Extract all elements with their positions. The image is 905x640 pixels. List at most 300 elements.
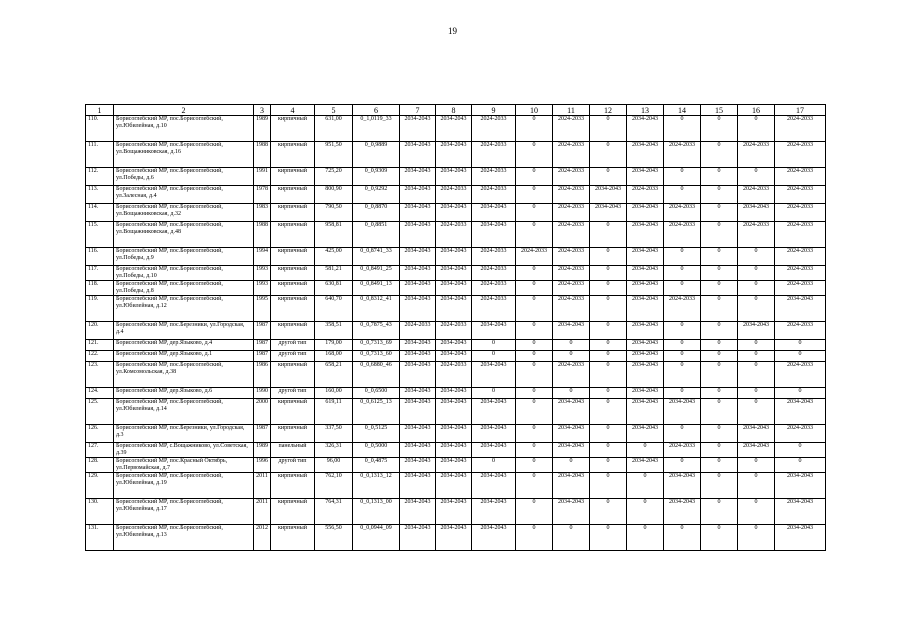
column-header: 1 bbox=[86, 105, 114, 116]
table-cell: 2034-2043 bbox=[436, 425, 472, 443]
table-cell: 0_0,4875 bbox=[353, 458, 400, 473]
table-cell: кирпичный bbox=[271, 186, 315, 204]
table-cell: 2024-2033 bbox=[775, 142, 826, 168]
table-cell: 1978 bbox=[254, 186, 271, 204]
table-cell: 0 bbox=[701, 116, 738, 142]
table-cell: 2034-2043 bbox=[627, 204, 664, 222]
table-cell: 0 bbox=[516, 322, 553, 340]
table-cell: 0 bbox=[738, 458, 775, 473]
table-cell: 0 bbox=[738, 116, 775, 142]
table-row bbox=[86, 322, 826, 340]
table-cell: 2024-2033 bbox=[627, 186, 664, 204]
address-cell: Борисоглебский МР, пос.Борисоглебский, ул.Победы, д.8 bbox=[114, 281, 254, 296]
address-cell: Борисоглебский МР, пос.Борисоглебский, ул.Юбилейная, д.17 bbox=[114, 499, 254, 525]
table-cell: 2024-2033 bbox=[738, 142, 775, 168]
table-cell: 0 bbox=[738, 296, 775, 322]
address-cell: Борисоглебский МР, пос.Борисоглебский, ул.Комсомольская, д.38 bbox=[114, 362, 254, 388]
column-header: 13 bbox=[627, 105, 664, 116]
address-cell: Борисоглебский МР, пос.Борисоглебский, ул.Юбилейная, д.12 bbox=[114, 296, 254, 322]
table-cell: 0 bbox=[516, 168, 553, 186]
column-header: 6 bbox=[353, 105, 400, 116]
table-cell: другой тип bbox=[271, 458, 315, 473]
row-number-cell: 124. bbox=[86, 388, 114, 399]
table-cell: 0_0,8491_13 bbox=[353, 281, 400, 296]
row-number-cell: 125. bbox=[86, 399, 114, 425]
table-cell: 2034-2043 bbox=[436, 266, 472, 281]
table-cell: 556,50 bbox=[315, 525, 353, 551]
table-cell: 0 bbox=[516, 186, 553, 204]
table-cell: 0 bbox=[701, 473, 738, 499]
table-cell: 0_0,0944_09 bbox=[353, 525, 400, 551]
table-cell: другой тип bbox=[271, 351, 315, 362]
table-cell: 0_0,1313_00 bbox=[353, 499, 400, 525]
table-cell: 0 bbox=[664, 425, 701, 443]
table-cell: 0 bbox=[775, 388, 826, 399]
table-cell: 2034-2043 bbox=[627, 340, 664, 351]
table-cell: 2034-2043 bbox=[400, 362, 436, 388]
table-cell: 326,31 bbox=[315, 443, 353, 458]
table-cell: 0 bbox=[516, 296, 553, 322]
table-cell: 2024-2033 bbox=[553, 296, 590, 322]
table-cell: 2034-2043 bbox=[400, 388, 436, 399]
row-number-cell: 131. bbox=[86, 525, 114, 551]
table-cell: 0 bbox=[516, 499, 553, 525]
address-cell: Борисоглебский МР, дер.Языково, д.1 bbox=[114, 351, 254, 362]
address-cell: Борисоглебский МР, пос.Борисоглебский, ул.Победы, д.10 bbox=[114, 266, 254, 281]
table-cell: 0 bbox=[664, 362, 701, 388]
table-cell: 2024-2033 bbox=[664, 142, 701, 168]
table-cell: 2034-2043 bbox=[775, 399, 826, 425]
table-cell: 2034-2043 bbox=[553, 425, 590, 443]
address-cell: Борисоглебский МР, пос.Борисоглебский, ул.Вощажниковская, д.16 bbox=[114, 142, 254, 168]
table-cell: 0 bbox=[664, 248, 701, 266]
table-cell: 2034-2043 bbox=[553, 473, 590, 499]
table-cell: 0 bbox=[738, 388, 775, 399]
table-cell: 2034-2043 bbox=[775, 499, 826, 525]
column-header: 8 bbox=[436, 105, 472, 116]
table-cell: 0_0,8312_41 bbox=[353, 296, 400, 322]
table-cell: 0 bbox=[701, 425, 738, 443]
table-cell: 2034-2043 bbox=[436, 458, 472, 473]
table-cell: 0 bbox=[664, 116, 701, 142]
table-cell: 0 bbox=[590, 296, 627, 322]
table-cell: 0_0,5125 bbox=[353, 425, 400, 443]
table-cell: 0 bbox=[627, 499, 664, 525]
table-cell: 2034-2043 bbox=[436, 473, 472, 499]
table-cell: 958,81 bbox=[315, 222, 353, 248]
table-cell: 0 bbox=[472, 458, 516, 473]
table-cell: 0 bbox=[590, 351, 627, 362]
table-cell: 0 bbox=[590, 266, 627, 281]
table-row bbox=[86, 499, 826, 525]
table-cell: 2034-2043 bbox=[627, 168, 664, 186]
table-cell: кирпичный bbox=[271, 222, 315, 248]
table-cell: 2024-2033 bbox=[553, 362, 590, 388]
table-cell: 0 bbox=[516, 458, 553, 473]
address-cell: Борисоглебский МР, дер.Языково, д.6 bbox=[114, 388, 254, 399]
table-cell: 0_0,8870 bbox=[353, 204, 400, 222]
table-cell: 2024-2033 bbox=[775, 186, 826, 204]
table-cell: 0 bbox=[664, 322, 701, 340]
table-cell: 0 bbox=[590, 499, 627, 525]
table-cell: 2024-2033 bbox=[738, 222, 775, 248]
table-cell: 2024-2033 bbox=[553, 266, 590, 281]
table-cell: 0 bbox=[516, 116, 553, 142]
table-cell: 0 bbox=[738, 266, 775, 281]
table-row bbox=[86, 525, 826, 551]
row-number-cell: 127. bbox=[86, 443, 114, 458]
table-cell: 2012 bbox=[254, 525, 271, 551]
table-cell: 2034-2043 bbox=[436, 351, 472, 362]
table-cell: 1987 bbox=[254, 340, 271, 351]
table-cell: 2034-2043 bbox=[553, 499, 590, 525]
table-cell: 2034-2043 bbox=[472, 362, 516, 388]
address-cell: Борисоглебский МР, пос.Борисоглебский, ул.Вощажниковская, д.32 bbox=[114, 204, 254, 222]
table-cell: 1989 bbox=[254, 116, 271, 142]
table-cell: 2034-2043 bbox=[400, 222, 436, 248]
table-cell: 2034-2043 bbox=[400, 186, 436, 204]
row-number-cell: 128. bbox=[86, 458, 114, 473]
table-cell: кирпичный bbox=[271, 322, 315, 340]
table-cell: 2034-2043 bbox=[436, 248, 472, 266]
table-cell: 0 bbox=[590, 322, 627, 340]
table-row bbox=[86, 204, 826, 222]
table-cell: 2034-2043 bbox=[664, 473, 701, 499]
table-cell: 2034-2043 bbox=[472, 525, 516, 551]
column-header: 12 bbox=[590, 105, 627, 116]
table-cell: 1990 bbox=[254, 388, 271, 399]
table-cell: 0 bbox=[701, 458, 738, 473]
table-cell: 0 bbox=[664, 340, 701, 351]
table-cell: 0 bbox=[701, 351, 738, 362]
table-cell: 0 bbox=[590, 248, 627, 266]
address-cell: Борисоглебский МР, пос.Борисоглебский, ул.Вощажниковская, д.48 bbox=[114, 222, 254, 248]
table-cell: 0 bbox=[516, 425, 553, 443]
address-cell: Борисоглебский МР, пос.Борисоглебский, ул.Залесная, д.4 bbox=[114, 186, 254, 204]
table-cell: 2034-2043 bbox=[738, 443, 775, 458]
table-cell: 1994 bbox=[254, 248, 271, 266]
table-cell: 2034-2043 bbox=[738, 204, 775, 222]
table-cell: 96,00 bbox=[315, 458, 353, 473]
table-cell: 1995 bbox=[254, 296, 271, 322]
column-header: 17 bbox=[775, 105, 826, 116]
table-cell: 2034-2043 bbox=[436, 340, 472, 351]
table-cell: кирпичный bbox=[271, 525, 315, 551]
table-cell: 0 bbox=[701, 322, 738, 340]
table-cell: 2034-2043 bbox=[400, 443, 436, 458]
table-cell: 0 bbox=[701, 499, 738, 525]
column-header: 16 bbox=[738, 105, 775, 116]
table-cell: 2034-2043 bbox=[400, 458, 436, 473]
table-cell: 2000 bbox=[254, 399, 271, 425]
table-cell: 0_1,0119_33 bbox=[353, 116, 400, 142]
table-cell: 2034-2043 bbox=[472, 425, 516, 443]
table-cell: 0 bbox=[775, 458, 826, 473]
table-cell: 2034-2043 bbox=[775, 296, 826, 322]
table-row bbox=[86, 362, 826, 388]
column-header: 5 bbox=[315, 105, 353, 116]
table-cell: 2034-2043 bbox=[436, 525, 472, 551]
table-cell: 1996 bbox=[254, 458, 271, 473]
table-row bbox=[86, 116, 826, 142]
address-cell: Борисоглебский МР, пос.Борисоглебский, ул.Победы, д.9 bbox=[114, 248, 254, 266]
table-row bbox=[86, 458, 826, 473]
table-cell: 0_0,8491_25 bbox=[353, 266, 400, 281]
table-cell: 2024-2033 bbox=[553, 204, 590, 222]
table-cell: 800,90 bbox=[315, 186, 353, 204]
table-cell: 2024-2033 bbox=[553, 116, 590, 142]
address-cell: Борисоглебский МР, пос.Березники, ул.Городская, д.4 bbox=[114, 322, 254, 340]
table-cell: 631,00 bbox=[315, 116, 353, 142]
table-cell: 2024-2033 bbox=[553, 186, 590, 204]
table-cell: кирпичный bbox=[271, 266, 315, 281]
table-cell: 0 bbox=[516, 266, 553, 281]
table-cell: 0 bbox=[516, 399, 553, 425]
table-cell: 2034-2043 bbox=[472, 204, 516, 222]
table-cell: 0 bbox=[701, 204, 738, 222]
table-cell: 0 bbox=[516, 142, 553, 168]
table-cell: 0 bbox=[701, 525, 738, 551]
row-number-cell: 113. bbox=[86, 186, 114, 204]
table-cell: 0 bbox=[590, 388, 627, 399]
table-cell: 2034-2043 bbox=[738, 322, 775, 340]
table-cell: 2034-2043 bbox=[400, 351, 436, 362]
address-cell: Борисоглебский МР, пос.Борисоглебский, ул.Юбилейная, д.19 bbox=[114, 473, 254, 499]
table-cell: 0 bbox=[472, 388, 516, 399]
column-header: 7 bbox=[400, 105, 436, 116]
column-header: 11 bbox=[553, 105, 590, 116]
table-cell: 0 bbox=[553, 458, 590, 473]
table-cell: 2024-2033 bbox=[553, 142, 590, 168]
table-cell: 2034-2043 bbox=[472, 222, 516, 248]
table-cell: 2024-2033 bbox=[472, 248, 516, 266]
table-cell: 2034-2043 bbox=[436, 116, 472, 142]
table-row bbox=[86, 248, 826, 266]
table-cell: 640,70 bbox=[315, 296, 353, 322]
row-number-cell: 112. bbox=[86, 168, 114, 186]
table-cell: 2034-2043 bbox=[627, 399, 664, 425]
table-cell: 179,00 bbox=[315, 340, 353, 351]
table-cell: 2024-2033 bbox=[664, 296, 701, 322]
table-cell: 0_0,8851 bbox=[353, 222, 400, 248]
table-cell: 2034-2043 bbox=[627, 116, 664, 142]
table-cell: 0 bbox=[775, 443, 826, 458]
table-cell: 0_0,7313_69 bbox=[353, 340, 400, 351]
table-cell: 358,51 bbox=[315, 322, 353, 340]
table-cell: 2024-2033 bbox=[472, 296, 516, 322]
table-cell: 2034-2043 bbox=[627, 425, 664, 443]
row-number-cell: 120. bbox=[86, 322, 114, 340]
table-cell: 0 bbox=[775, 351, 826, 362]
table-cell: 0 bbox=[516, 340, 553, 351]
table-cell: 0 bbox=[664, 281, 701, 296]
table-cell: 619,11 bbox=[315, 399, 353, 425]
table-cell: кирпичный bbox=[271, 473, 315, 499]
table-cell: 2034-2043 bbox=[627, 248, 664, 266]
table-cell: кирпичный bbox=[271, 142, 315, 168]
table-cell: 0 bbox=[664, 458, 701, 473]
table-cell: 2034-2043 bbox=[400, 281, 436, 296]
table-cell: другой тип bbox=[271, 340, 315, 351]
address-cell: Борисоглебский МР, пос.Борисоглебский, ул.Юбилейная, д.13 bbox=[114, 525, 254, 551]
table-cell: 1989 bbox=[254, 443, 271, 458]
table-cell: 2024-2033 bbox=[553, 281, 590, 296]
table-cell: 2034-2043 bbox=[436, 168, 472, 186]
column-header: 15 bbox=[701, 105, 738, 116]
table-cell: кирпичный bbox=[271, 204, 315, 222]
table-cell: 2034-2043 bbox=[627, 362, 664, 388]
table-cell: 2024-2033 bbox=[472, 168, 516, 186]
table-cell: 1988 bbox=[254, 142, 271, 168]
table-cell: 2034-2043 bbox=[400, 296, 436, 322]
table-cell: 2034-2043 bbox=[400, 116, 436, 142]
table-cell: 2024-2033 bbox=[472, 186, 516, 204]
table-cell: 0 bbox=[701, 399, 738, 425]
table-cell: 0 bbox=[590, 142, 627, 168]
table-cell: 0 bbox=[590, 525, 627, 551]
table-cell: 0 bbox=[590, 281, 627, 296]
table-cell: 2034-2043 bbox=[627, 222, 664, 248]
table-cell: 2034-2043 bbox=[400, 204, 436, 222]
table-cell: 2024-2033 bbox=[775, 266, 826, 281]
table-cell: 2034-2043 bbox=[400, 266, 436, 281]
table-cell: 2024-2033 bbox=[775, 322, 826, 340]
page-number: 19 bbox=[448, 26, 457, 36]
table-cell: 630,81 bbox=[315, 281, 353, 296]
table-cell: 2034-2043 bbox=[627, 458, 664, 473]
table-cell: 1993 bbox=[254, 281, 271, 296]
table-cell: 0 bbox=[738, 473, 775, 499]
table-cell: 0 bbox=[472, 340, 516, 351]
table-cell: 2034-2043 bbox=[400, 248, 436, 266]
table-cell: 2024-2033 bbox=[436, 362, 472, 388]
address-cell: Борисоглебский МР, пос.Борисоглебский, ул.Юбилейная, д.10 bbox=[114, 116, 254, 142]
table-cell: 0 bbox=[590, 116, 627, 142]
row-number-cell: 119. bbox=[86, 296, 114, 322]
table-cell: 0 bbox=[553, 340, 590, 351]
table-cell: 2024-2033 bbox=[738, 186, 775, 204]
table-cell: 2034-2043 bbox=[400, 340, 436, 351]
table-row bbox=[86, 425, 826, 443]
table-cell: 0 bbox=[664, 525, 701, 551]
table-row bbox=[86, 168, 826, 186]
table-cell: 0_0,5000 bbox=[353, 443, 400, 458]
table-cell: 2024-2033 bbox=[775, 362, 826, 388]
table-cell: кирпичный bbox=[271, 399, 315, 425]
table-cell: 0 bbox=[664, 266, 701, 281]
table-cell: 1987 bbox=[254, 322, 271, 340]
table-cell: 2024-2033 bbox=[775, 248, 826, 266]
table-row bbox=[86, 186, 826, 204]
table-cell: 0 bbox=[553, 388, 590, 399]
table-cell: 1987 bbox=[254, 351, 271, 362]
table-cell: 0 bbox=[472, 351, 516, 362]
table-cell: 2024-2033 bbox=[775, 116, 826, 142]
table-cell: 2034-2043 bbox=[627, 388, 664, 399]
row-number-cell: 130. bbox=[86, 499, 114, 525]
table-cell: 2034-2043 bbox=[627, 266, 664, 281]
table-cell: 2024-2033 bbox=[775, 281, 826, 296]
table-cell: 2034-2043 bbox=[775, 473, 826, 499]
table-cell: 0 bbox=[701, 340, 738, 351]
table-cell: 0 bbox=[738, 168, 775, 186]
table-cell: 2034-2043 bbox=[627, 322, 664, 340]
table-cell: 2024-2033 bbox=[553, 222, 590, 248]
row-number-cell: 118. bbox=[86, 281, 114, 296]
table-cell: кирпичный bbox=[271, 425, 315, 443]
table-cell: 2024-2033 bbox=[400, 322, 436, 340]
table-cell: 2034-2043 bbox=[627, 281, 664, 296]
table-cell: 0 bbox=[701, 186, 738, 204]
table-cell: 0 bbox=[701, 362, 738, 388]
table-cell: 2034-2043 bbox=[400, 425, 436, 443]
table-cell: 0 bbox=[590, 473, 627, 499]
table-cell: 2034-2043 bbox=[553, 322, 590, 340]
table-cell: 2024-2033 bbox=[472, 116, 516, 142]
row-number-cell: 123. bbox=[86, 362, 114, 388]
housing-register-table bbox=[85, 104, 826, 551]
table-cell: 2034-2043 bbox=[400, 142, 436, 168]
table-cell: 2034-2043 bbox=[627, 351, 664, 362]
table-cell: 2011 bbox=[254, 473, 271, 499]
address-cell: Борисоглебский МР, дер.Языково, д.4 bbox=[114, 340, 254, 351]
table-cell: 2034-2043 bbox=[436, 142, 472, 168]
table-cell: 2024-2033 bbox=[516, 248, 553, 266]
table-row bbox=[86, 296, 826, 322]
table-cell: 0 bbox=[738, 362, 775, 388]
table-cell: 2034-2043 bbox=[627, 142, 664, 168]
table-cell: 2034-2043 bbox=[664, 499, 701, 525]
table-cell: 2034-2043 bbox=[472, 499, 516, 525]
row-number-cell: 121. bbox=[86, 340, 114, 351]
table-cell: 2034-2043 bbox=[664, 399, 701, 425]
table-cell: 2034-2043 bbox=[738, 425, 775, 443]
table-cell: 0 bbox=[738, 499, 775, 525]
table-cell: кирпичный bbox=[271, 116, 315, 142]
table-row bbox=[86, 222, 826, 248]
table-cell: 2034-2043 bbox=[436, 399, 472, 425]
table-cell: 0 bbox=[590, 362, 627, 388]
table-cell: 337,50 bbox=[315, 425, 353, 443]
table-cell: 2034-2043 bbox=[436, 388, 472, 399]
table-cell: 790,50 bbox=[315, 204, 353, 222]
table-cell: 0 bbox=[553, 351, 590, 362]
table-cell: 0 bbox=[516, 222, 553, 248]
table-cell: 0 bbox=[516, 362, 553, 388]
table-cell: 2024-2033 bbox=[775, 204, 826, 222]
table-cell: 2034-2043 bbox=[400, 525, 436, 551]
table-cell: 951,50 bbox=[315, 142, 353, 168]
row-number-cell: 126. bbox=[86, 425, 114, 443]
table-cell: 2024-2033 bbox=[472, 281, 516, 296]
table-cell: 0 bbox=[516, 204, 553, 222]
table-cell: 160,00 bbox=[315, 388, 353, 399]
column-header: 2 bbox=[114, 105, 254, 116]
table-cell: кирпичный bbox=[271, 281, 315, 296]
table-cell: 2011 bbox=[254, 499, 271, 525]
row-number-cell: 111. bbox=[86, 142, 114, 168]
table-cell: 0 bbox=[775, 340, 826, 351]
table-cell: 0 bbox=[701, 266, 738, 281]
table-cell: 0 bbox=[590, 222, 627, 248]
table-cell: другой тип bbox=[271, 388, 315, 399]
address-cell: Борисоглебский МР, пос.Борисоглебский, ул.Победы, д.6 bbox=[114, 168, 254, 186]
table-cell: 2034-2043 bbox=[400, 499, 436, 525]
table-cell: 0 bbox=[590, 458, 627, 473]
table-cell: 2024-2033 bbox=[553, 168, 590, 186]
table-cell: 2024-2033 bbox=[664, 222, 701, 248]
table-cell: 0 bbox=[701, 388, 738, 399]
